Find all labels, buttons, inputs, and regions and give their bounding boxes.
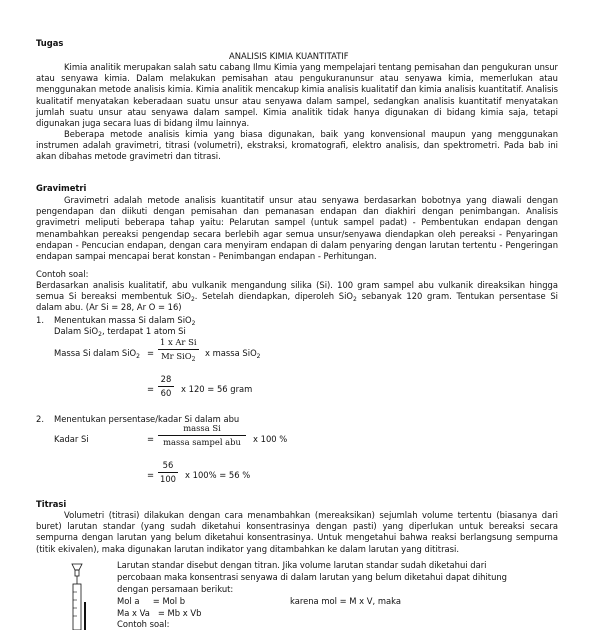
titrasi-line-3: dengan persamaan berikut: <box>117 584 234 594</box>
step-2-text: Menentukan persentase/kadar Si dalam abu <box>54 414 240 424</box>
fraction-denominator: 60 <box>160 388 172 399</box>
kadar-label: Kadar Si <box>54 434 89 444</box>
intro-paragraph-2: Beberapa metode analisis kimia yang biasa digunakan, baik yang konvensional maupun yang menggunakan instrumen adalah gravimetri, titrasi (volumetri), ekstraksi, kromatografi, elektro analisis, dan spektrometri. Pada bab ini akan dibahas metode gravimetri dan titrasi. <box>36 129 558 162</box>
example-label-1: Contoh soal: <box>36 269 89 279</box>
equals-sign-1: = <box>147 348 155 358</box>
titrasi-paragraph: Volumetri (titrasi) dilakukan dengan cara menambahkan (mereaksikan) sejumlah volume tertentu (biasanya dari buret) larutan standar (yang sudah diketahui konsentrasinya dengan pasti) yang diperlukan untuk bereaksi secara sempurna dengan larutan yang belum diketahui konsentrasinya. Untuk mengetahui bahwa reaksi berlangsung sempurna (titik ekivalen), maka digunakan larutan indikator yang ditambahkan ke dalam larutan yang dititrasi. <box>36 510 558 554</box>
burette-icon <box>66 562 106 630</box>
molarity-equation: Ma x Va = Mb x Vb <box>117 608 202 618</box>
equals-sign-4: = <box>147 470 155 480</box>
massa-label: Massa Si dalam SiO$_2$ <box>54 348 140 360</box>
fraction-56-100 <box>158 460 178 485</box>
step-1-text: Menentukan massa Si dalam SiO$_2$ <box>54 315 196 327</box>
gravimetri-paragraph: Gravimetri adalah metode analisis kuantitatif unsur atau senyawa berdasarkan bobotnya yang diawali dengan pengendapan dan diikuti dengan pemisahan dan pemanasan endapan dan diakhiri dengan penimbangan. Analisis gravimetri meliputi beberapa tahap yaitu: Pelarutan sampel (untuk sampel padat) - Pembentukan endapan dengan menambahkan pereaksi pengendap secara berlebih agar semua unsur/senyawa diendapkan oleh pereaksi - Penyaringan endapan - Pencucian endapan, dengan cara menyiram endapan di dalam penyaring dengan larutan tertentu - Pengeringan endapan sampai mencapai berat konstan - Penimbangan endapan - Perhitungan. <box>36 195 558 262</box>
equals-sign-2: = <box>147 384 155 394</box>
intro-paragraph-1: Kimia analitik merupakan salah satu cabang Ilmu Kimia yang mempelajari tentang pemisahan dan pengukuran unsur atau senyawa kimia. Dalam melakukan pemisahan atau pengukuranunsur atau senyawa kimia, memerlukan atau menggunakan metode analisis kimia. Kimia analitik mencakup kimia analisis kualitatif dan kimia analisis kuantitatif. Analisis kualitatif menyatakan keberadaan suatu unsur atau senyawa dalam sampel, sedangkan analisis kuantitatif menyatakan jumlah suatu unsur atau senyawa dalam sampel. Kimia analitik tidak hanya digunakan di bidang kimia saja, tetapi digunakan juga secara luas di bidang ilmu lainnya. <box>36 62 558 129</box>
document-title: ANALISIS KIMIA KUANTITATIF <box>229 51 349 61</box>
fraction-28-60 <box>158 374 174 399</box>
karena-text: karena mol = M x V, maka <box>290 596 401 606</box>
fraction-ar-si <box>158 337 199 362</box>
fraction-numerator: 56 <box>158 460 178 473</box>
titrasi-heading: Titrasi <box>36 499 67 509</box>
assignment-label: Tugas <box>36 38 64 48</box>
example-label-2: Contoh soal: <box>117 619 170 629</box>
step-1-number: 1. <box>36 315 44 325</box>
fraction-numerator: 28 <box>158 374 174 387</box>
fraction-4-result: x 100% = 56 % <box>185 470 251 480</box>
titrasi-line-1: Larutan standar disebut dengan titran. Jika volume larutan standar sudah diketahui dari <box>117 560 487 570</box>
fraction-denominator: 100 <box>160 474 176 485</box>
step-1-detail: Dalam SiO$_2$, terdapat 1 atom Si <box>54 326 186 338</box>
mol-equation: Mol a = Mol b <box>117 596 186 606</box>
equals-sign-3: = <box>147 434 155 444</box>
fraction-3-tail: x 100 % <box>253 434 288 444</box>
titrasi-line-2: percobaan maka konsentrasi senyawa di dalam larutan yang belum diketahui dapat dihitung <box>117 572 508 582</box>
fraction-denominator: massa sampel abu <box>163 437 241 448</box>
fraction-denominator: Mr SiO$_2$ <box>161 351 196 364</box>
example-problem: Berdasarkan analisis kualitatif, abu vulkanik mengandung silika (Si). 100 gram sampel abu vulkanik direaksikan hingga semua Si bereaksi membentuk SiO$_2$. Setelah diendapkan, diperoleh SiO$_2$ sebanyak 120 gram. Tentukan persentase Si dalam abu. (Ar Si = 28, Ar O = 16) <box>36 280 558 313</box>
fraction-massa <box>158 423 246 448</box>
fraction-numerator: 1 x Ar Si <box>158 337 199 350</box>
step-2-number: 2. <box>36 414 44 424</box>
fraction-numerator: massa Si <box>158 423 246 436</box>
gravimetri-heading: Gravimetri <box>36 183 87 193</box>
fraction-1-tail: x massa SiO$_2$ <box>205 348 261 360</box>
fraction-2-result: x 120 = 56 gram <box>181 384 253 394</box>
